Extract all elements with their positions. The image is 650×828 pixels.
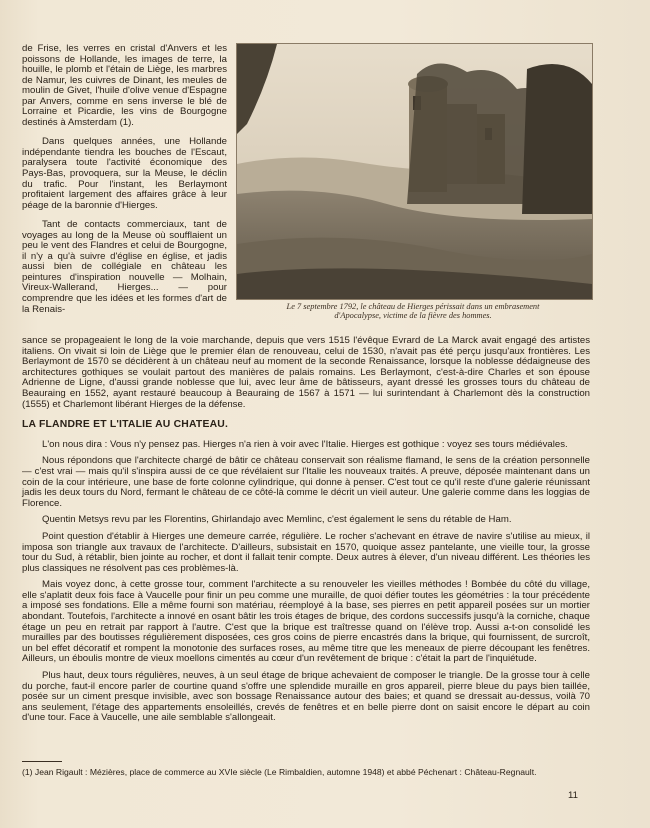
paragraph: de Frise, les verres en cristal d'Anvers et les poissons de Hollande, les images de terre, la houille, le plomb et l'étain de Liège, les marbres de Namur, les cuivres de Dinant, les meules de moulin de Givet, l'huile d'olive venue d'Espagne par Anvers, comme en sens inverse le blé de Lorraine et Picardie, les vins de Bourgogne destinés à Amsterdam (1). (22, 43, 227, 128)
paragraph: Nous répondons que l'architecte chargé de bâtir ce château conservait son réalisme flamand, le sens de la création personnelle — c'est vrai — mais qu'il s'inspira aussi de ce que révélaient sur l'Italie les nouveaux traités. A preuve, déposée maintenant dans un coin de la cour intérieure, une base de forte colonne cylindrique, qui donne à penser. C'est tout ce qu'il reste d'une galerie réunissant jadis les deux tours du Nord, fermant le château de ce côté-là comme le décrit un vieil auteur. Une galerie comme dans les loggias de Florence. (22, 455, 590, 509)
paragraph: Plus haut, deux tours régulières, neuves, à un seul étage de brique achevaient de composer le triangle. De la grosse tour à celle du porche, faut-il encore parler de courtine quand s'offre une splendide muraille en gros appareil, pierre bleue du pays bien taillée, posée sur un ciment presque invisible, avec son bossage Renaissance autour des baies; et quand se dressait au-dessus, voilà 70 ans seulement, l'étage des appartements ensoleillés, crevés de fenêtres et en belle pierre dont on saisit encore le départ au coin d'une tour. Face à Vaucelle, une aile semblable s'allongeait. (22, 670, 590, 724)
paragraph: Mais voyez donc, à cette grosse tour, comment l'architecte a su renouveler les vieilles méthodes ! Bombée du côté du village, elle s'aplatit deux fois face à Vaucelle pour finir un peu comme une muraille, de quoi défier toutes les géométries : la tour précédente a imposé ses fondations. Elle a même fourni son matériau, réemployé à la base, ses pierres en petit appareil posées sur un mortier abondant. Toutefois, l'architecte a innové en osant bâtir les trois étages de brique, des cordons successifs jusqu'à la corniche, chaque étage un peu en retrait par rapport à l'autre. C'est que la brique est traîtresse quand on l'élève trop. Aussi a-t-on consolidé les murailles par des boutisses régulièrement disposées, ces gros coins de pierre encastrés dans la brique, qui fournissent, de surcroît, un bel effet décoratif et rompent la monotonie des surfaces roses, au même titre que les meneaux de pierre découpant les fenêtres. Ailleurs, un éboulis montre de vieux moellons cimentés au cœur d'un revêtement de brique : c'était la part de l'inquiétude. (22, 579, 590, 665)
caption-line: d'Apocalypse, victime de la fièvre des hommes. (334, 311, 492, 321)
caption-line: Le 7 septembre 1792, le château de Hierges périssait dans un embrasement (286, 302, 540, 311)
paragraph: Point question d'établir à Hierges une demeure carrée, régulière. Le rocher s'achevant en étrave de navire s'utilise au mieux, il imposa son triangle aux travaux de l'architecte. D'ailleurs, subsistait en 1570, quoique assez pantelante, une vieille tour, la grosse tour du Sud, à rétablir, bien jointe au rocher, et dont il fallait tenir compte. Deux autres à élever, d'un niveau différent. Les théories les plus classiques ne résolvent pas ces problèmes-là. (22, 530, 590, 574)
footnote-divider (22, 761, 62, 762)
figure-caption (232, 302, 594, 321)
left-column (22, 44, 227, 324)
footnote: (1) Jean Rigault : Mézières, place de commerce au XVIe siècle (Le Rimbaldien, automne 1948) et abbé Péchenart : Château-Regnault. (22, 767, 537, 777)
page-number: 11 (568, 790, 578, 801)
section-heading: LA FLANDRE ET L'ITALIE AU CHATEAU. (22, 419, 229, 431)
main-text (22, 336, 590, 730)
paragraph: L'on nous dira : Vous n'y pensez pas. Hierges n'a rien à voir avec l'Italie. Hierges est gothique : voyez ses tours médiévales. (42, 438, 568, 450)
castle-photograph (236, 43, 593, 300)
paragraph: sance se propageaient le long de la voie marchande, depuis que vers 1515 l'évêque Evrard de La Marck avait engagé des artistes italiens. On vivait si loin de Liège que le premier élan de renouveau, celui de 1530, n'avait pas été perçu jusqu'aux frontières. Les Berlaymont de 1570 se décidèrent à un château neuf au moment de la seconde Renaissance, lorsque la noblesse dédaigneuse des architectures gothiques se voulait partout des manières de palais romains. Les Berlaymont, c'est-à-dire Charles et son épouse Adrienne de Ligne, d'aussi grande noblesse que lui, avec leur âme de bâtisseurs, ayant dressé les grosses tours du château de Beauraing en 1552, ayant restauré beaucoup à Beauraing de 1567 à 1571 — lui surintendant à Charlemont dès la construction (1555) et Charlemont libérant Hierges de la défense. (22, 335, 590, 410)
paragraph: Dans quelques années, une Hollande indépendante tiendra les bouches de l'Escaut, paralysera toute l'activité économique des Pays-Bas, provoquera, sur la Meuse, le déclin du trafic. Pour l'instant, les Berlaymont profitaient largement des affaires grâce à leur péage de la baronnie d'Hierges. (22, 136, 227, 211)
paragraph: Quentin Metsys revu par les Florentins, Ghirlandajo avec Memlinc, c'est également le sens du rétable de Ham. (42, 514, 512, 526)
paragraph: Tant de contacts commerciaux, tant de voyages au long de la Meuse où soufflaient un peu le vent des Flandres et celui de Bourgogne, il n'y a qu'à suivre d'église en église, et jadis aussi bien de collégiale en château les peintures d'inspiration nouvelle — Molhain, Vireux-Wallerand, Hierges... — pour comprendre que les idées et les formes d'art de la Renais- (22, 219, 227, 315)
